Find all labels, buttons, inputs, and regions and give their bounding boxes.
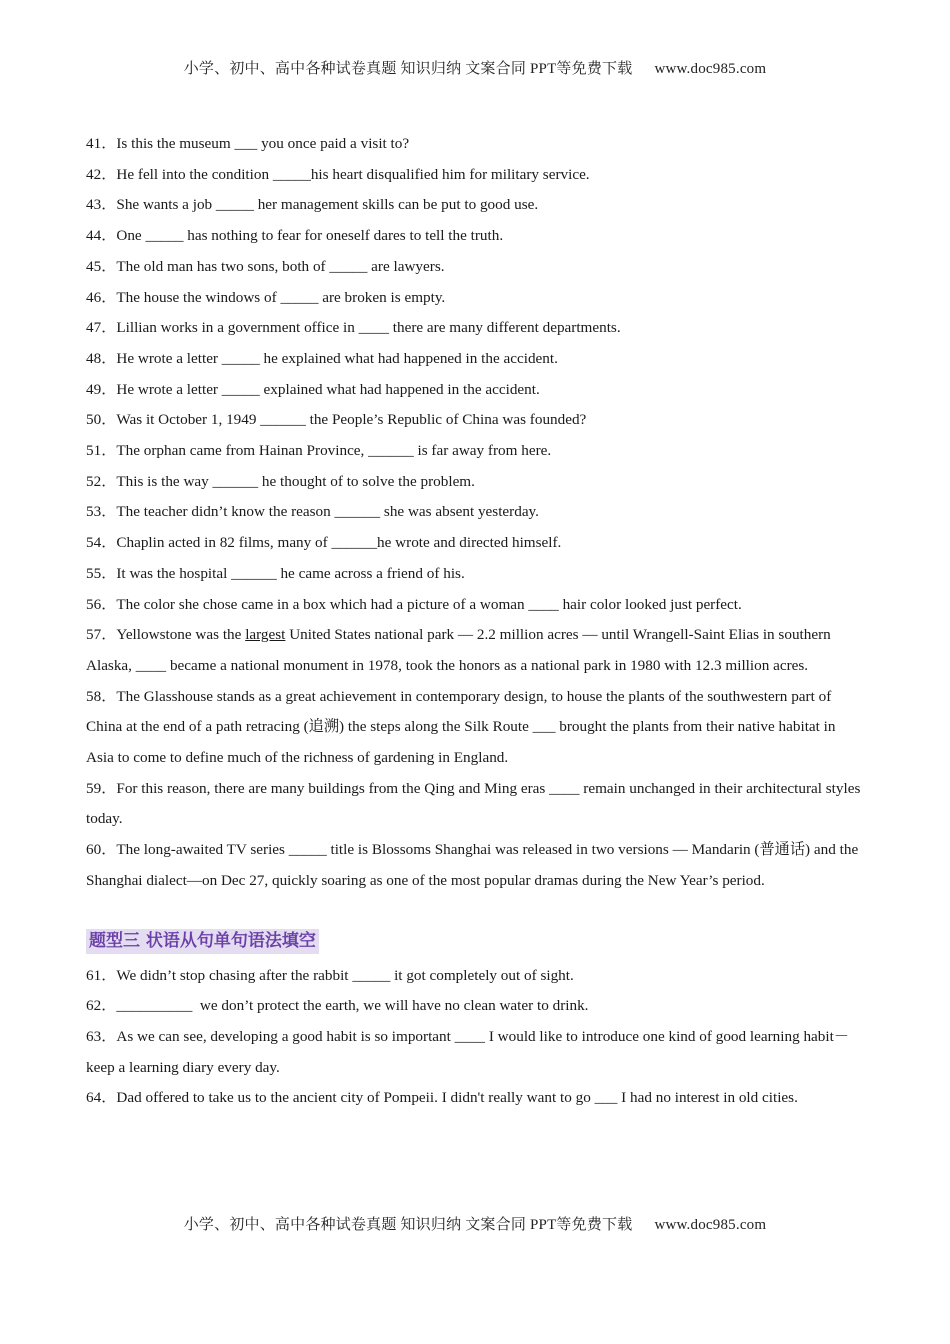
header-site: www.doc985.com	[654, 61, 767, 77]
question-46	[86, 283, 866, 314]
question-number: 63．	[86, 1027, 117, 1045]
question-number: 59．	[86, 779, 117, 797]
question-text: He wrote a letter _____ he explained what had happened in the accident.	[116, 349, 558, 367]
question-55	[86, 559, 866, 590]
question-51	[86, 436, 866, 467]
question-text: The house the windows of _____ are broken is empty.	[116, 288, 446, 306]
question-43	[86, 190, 866, 221]
question-number: 60．	[86, 841, 117, 859]
footer-site: www.doc985.com	[654, 1217, 767, 1233]
question-text: The old man has two sons, both of _____ are lawyers.	[116, 257, 445, 275]
question-58	[86, 682, 866, 774]
question-number: 55．	[86, 564, 117, 582]
question-50	[86, 405, 866, 436]
question-text: As we can see, developing a good habit is so important ____ I would like to introduce one kind of good learning habit－keep a learning diary every day.	[86, 1027, 850, 1076]
question-60	[86, 835, 866, 896]
question-text: Dad offered to take us to the ancient city of Pompeii. I didn't really want to go ___ I had no interest in old cities.	[116, 1089, 798, 1107]
question-number: 53．	[86, 503, 117, 521]
question-47	[86, 313, 866, 344]
question-text: Is this the museum ___ you once paid a visit to?	[116, 135, 410, 152]
question-57	[86, 620, 866, 681]
question-number: 62．	[86, 997, 117, 1015]
question-45	[86, 252, 866, 283]
question-text: The color she chose came in a box which had a picture of a woman ____ hair color looked just perfect.	[116, 595, 742, 613]
question-text: The Glasshouse stands as a great achievement in contemporary design, to house the plants of the southwestern part of China at the end of a path retracing (追溯) the steps along the Silk Route ___ brought the plants from their native habitat in Asia to come to define much of the richness of gardening in England.	[86, 687, 836, 767]
question-54	[86, 528, 866, 559]
question-text: The teacher didn’t know the reason ______ she was absent yesterday.	[116, 503, 539, 521]
footer-text: 小学、初中、高中各种试卷真题 知识归纳 文案合同 PPT等免费下载	[183, 1217, 633, 1233]
question-number: 42．	[86, 165, 117, 183]
question-48	[86, 344, 866, 375]
question-text-post: United States national park — 2.2 million acres — until Wrangell-Saint Elias in southern Alaska, ____ became a national monument in 1978, took the honors as a national park in 1980 with 12.3 million acres.	[86, 626, 831, 674]
underlined-word: largest	[245, 626, 286, 644]
question-number: 47．	[86, 319, 117, 337]
question-number: 51．	[86, 442, 117, 460]
question-52	[86, 467, 866, 498]
question-41	[86, 129, 866, 160]
question-text: This is the way ______ he thought of to solve the problem.	[116, 472, 475, 490]
question-number: 56．	[86, 595, 117, 613]
question-text: We didn’t stop chasing after the rabbit _____ it got completely out of sight.	[116, 966, 574, 984]
question-text: __________ we don’t protect the earth, we will have no clean water to drink.	[116, 997, 589, 1015]
question-63	[86, 1022, 866, 1083]
question-64	[86, 1083, 866, 1114]
question-text: He fell into the condition _____his heart disqualified him for military service.	[116, 165, 590, 183]
question-59	[86, 774, 866, 835]
question-53	[86, 497, 866, 528]
question-number: 61．	[86, 966, 117, 984]
question-text: It was the hospital ______ he came across a friend of his.	[116, 564, 465, 582]
question-text: He wrote a letter _____ explained what had happened in the accident.	[116, 380, 540, 398]
question-number: 54．	[86, 534, 117, 552]
section-heading: 题型三 状语从句单句语法填空	[86, 929, 319, 954]
question-56	[86, 590, 866, 621]
question-number: 48．	[86, 349, 117, 367]
question-text: Chaplin acted in 82 films, many of ______he wrote and directed himself.	[116, 534, 562, 552]
question-text-pre: Yellowstone was the	[116, 626, 246, 644]
question-number: 64．	[86, 1089, 117, 1107]
question-62	[86, 991, 866, 1022]
page-footer	[0, 1213, 950, 1234]
question-number: 44．	[86, 227, 117, 245]
question-number: 58．	[86, 687, 117, 705]
question-number: 45．	[86, 257, 117, 275]
question-list	[86, 129, 866, 1114]
page-header	[0, 57, 950, 78]
question-number: 46．	[86, 288, 117, 306]
question-text: Was it October 1, 1949 ______ the People’s Republic of China was founded?	[116, 411, 587, 429]
question-text: For this reason, there are many buildings from the Qing and Ming eras ____ remain unchanged in their architectural styles today.	[86, 779, 861, 828]
question-text: The orphan came from Hainan Province, ______ is far away from here.	[116, 442, 552, 460]
section-heading-wrap	[86, 927, 866, 957]
question-text: She wants a job _____ her management skills can be put to good use.	[116, 196, 539, 214]
question-number: 52．	[86, 472, 117, 490]
question-text: One _____ has nothing to fear for oneself dares to tell the truth.	[116, 227, 504, 245]
question-42	[86, 160, 866, 191]
question-number: 50．	[86, 411, 117, 429]
question-number: 43．	[86, 196, 117, 214]
question-number: 57．	[86, 626, 117, 644]
question-61	[86, 961, 866, 992]
question-text: Lillian works in a government office in ____ there are many different departments.	[116, 319, 621, 337]
header-text: 小学、初中、高中各种试卷真题 知识归纳 文案合同 PPT等免费下载	[183, 61, 633, 77]
question-number: 49．	[86, 380, 117, 398]
question-number: 41．	[86, 135, 117, 152]
question-text: The long-awaited TV series _____ title is Blossoms Shanghai was released in two versions — Mandarin (普通话) and the Shanghai dialect—on Dec 27, quickly soaring as one of the most popular dramas during the New Year’s period.	[86, 841, 859, 889]
question-44	[86, 221, 866, 252]
question-49	[86, 375, 866, 406]
